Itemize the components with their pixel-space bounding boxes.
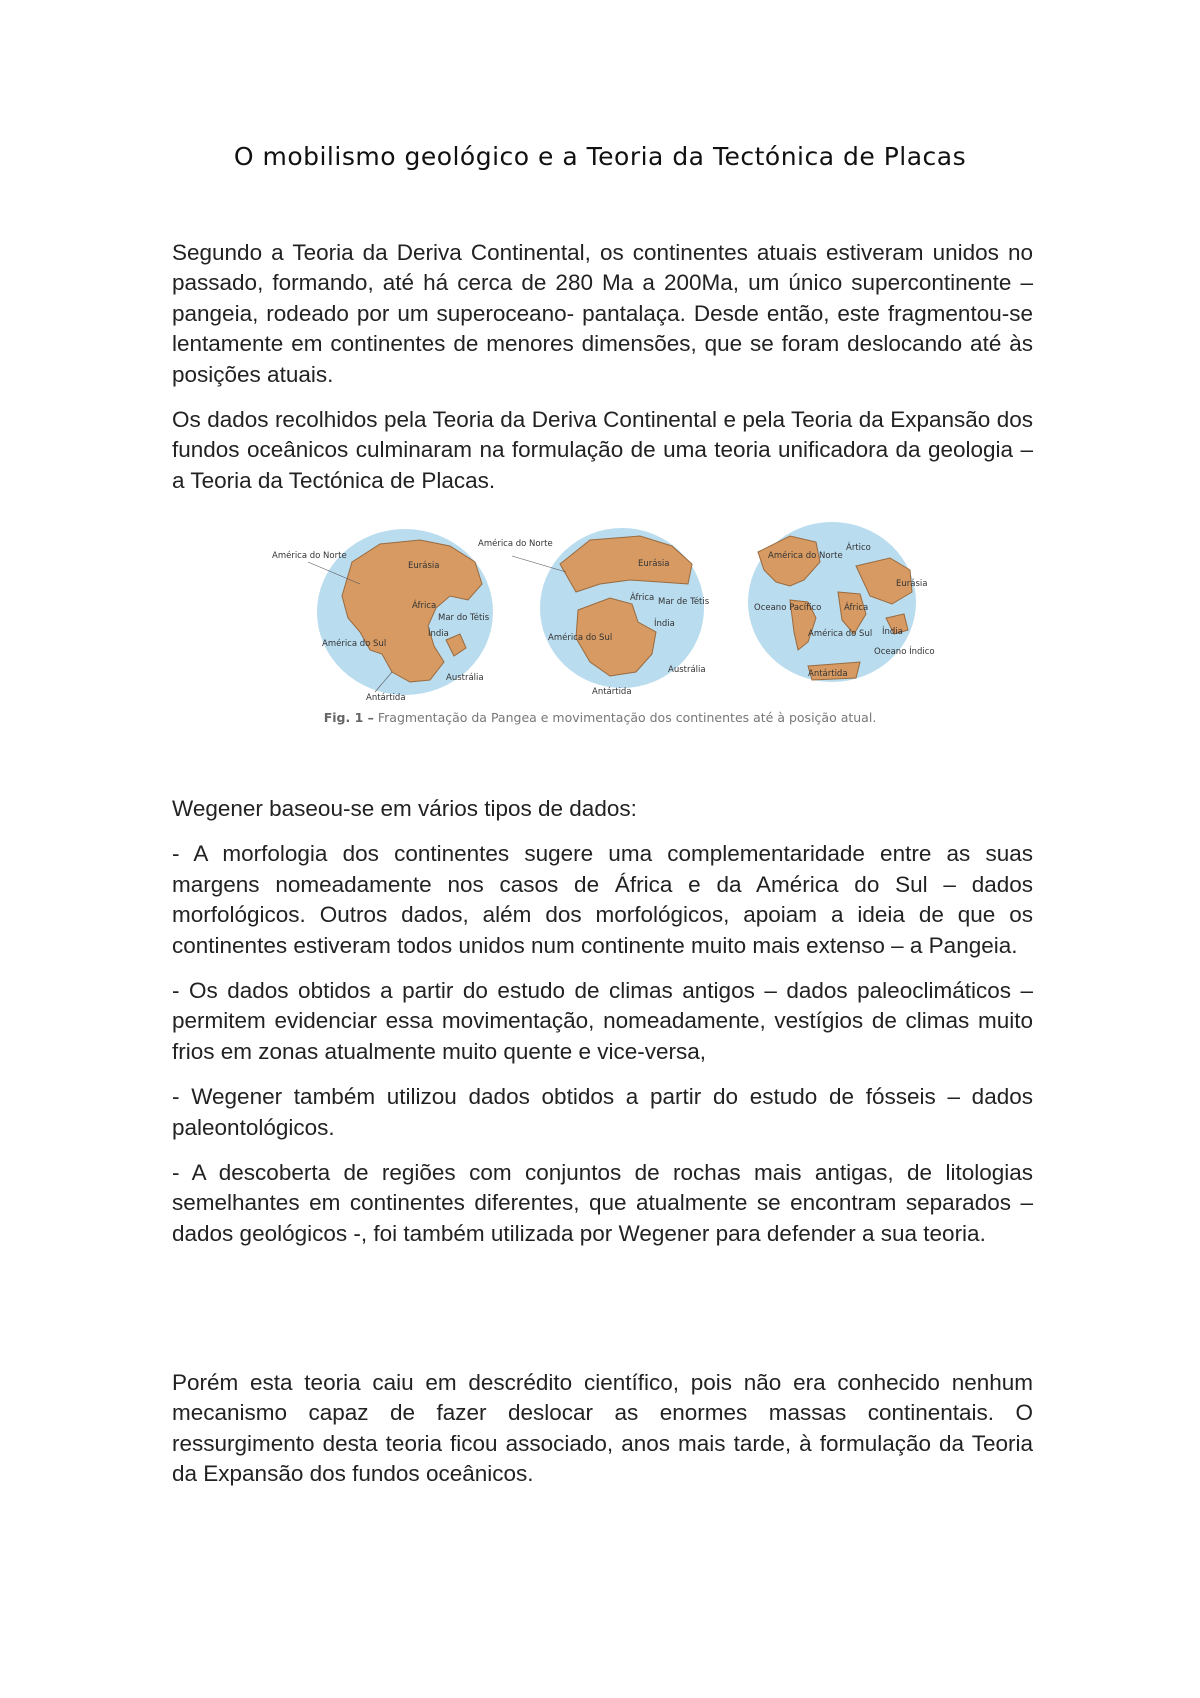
- evidence-section: [172, 794, 1033, 1264]
- globe-1-label-america-norte: América do Norte: [272, 551, 347, 561]
- globe-3-label-oceano-indico: Oceano Índico: [874, 647, 935, 657]
- pangea-globes-illustration: [260, 522, 940, 707]
- globe-3-label-america-sul: América do Sul: [808, 629, 873, 639]
- globe-1-label-mar-tetis: Mar do Tétis: [438, 613, 490, 623]
- globe-present-day: [748, 522, 935, 682]
- globe-2-label-antartida: Antártida: [592, 687, 632, 697]
- figure-caption-text: Fragmentação da Pangea e movimentação dos continentes até à posição atual.: [377, 710, 877, 725]
- evidence-morphological: - A morfologia dos continentes sugere uma complementaridade entre as suas margens nomeadamente nos casos de África e da América do Sul – dados morfológicos. Outros dados, além dos morfológicos, apoiam a ideia de que os continentes estiveram todos unidos num continente muito mais extenso – a Pangeia.: [172, 841, 1033, 958]
- intro-paragraph-2: Os dados recolhidos pela Teoria da Deriva Continental e pela Teoria da Expansão dos fundos oceânicos culminaram na formulação de uma teoria unificadora da geologia – a Teoria da Tectónica de Placas.: [172, 407, 1033, 493]
- conclusion-section: [172, 1368, 1033, 1505]
- conclusion-paragraph: Porém esta teoria caiu em descrédito científico, pois não era conhecido nenhum mecanismo capaz de fazer deslocar as enormes massas continentais. O ressurgimento desta teoria ficou associado, anos mais tarde, à formulação da Teoria da Expansão dos fundos oceânicos.: [172, 1370, 1033, 1487]
- globe-1-label-africa: África: [412, 601, 437, 611]
- globe-2-label-america-norte: América do Norte: [478, 539, 553, 549]
- evidence-geological: - A descoberta de regiões com conjuntos de rochas mais antigas, de litologias semelhantes em continentes diferentes, que atualmente se encontram separados – dados geológicos -, foi também utilizada por Wegener para defender a sua teoria.: [172, 1160, 1033, 1246]
- evidence-paleoclimatic: - Os dados obtidos a partir do estudo de climas antigos – dados paleoclimáticos – permitem evidenciar essa movimentação, nomeadamente, vestígios de climas muito frios em zonas atualmente muito quente e vice-versa,: [172, 978, 1033, 1064]
- globe-1-label-eurasia: Eurásia: [408, 561, 440, 571]
- globe-3-label-america-norte: América do Norte: [768, 551, 843, 561]
- intro-section: [172, 238, 1033, 511]
- figure-caption: [260, 710, 940, 725]
- globe-3-label-antartida: Antártida: [808, 669, 848, 679]
- globe-1-label-antartida: Antártida: [366, 693, 406, 703]
- globe-3-label-eurasia: Eurásia: [896, 579, 928, 589]
- globe-2-label-america-sul: América do Sul: [548, 633, 613, 643]
- evidence-intro: Wegener baseou-se em vários tipos de dados:: [172, 796, 637, 821]
- globe-pangea: [272, 529, 493, 703]
- globe-fragmentation: [478, 528, 710, 697]
- globe-3-label-india: Índia: [882, 627, 903, 637]
- globe-2-label-mar-tetis: Mar de Tétis: [658, 597, 710, 607]
- globe-2-label-australia: Austrália: [668, 665, 706, 675]
- page-title: O mobilismo geológico e a Teoria da Tectónica de Placas: [233, 142, 967, 171]
- globe-2-label-eurasia: Eurásia: [638, 559, 670, 569]
- globe-2-label-india: Índia: [654, 619, 675, 629]
- evidence-paleontological: - Wegener também utilizou dados obtidos a partir do estudo de fósseis – dados paleontológicos.: [172, 1084, 1033, 1140]
- figure-caption-label: Fig. 1 –: [323, 710, 374, 725]
- pangea-figure: [260, 522, 940, 742]
- globe-3-label-oceano-pacifico: Oceano Pacífico: [754, 603, 822, 613]
- globe-1-label-america-sul: América do Sul: [322, 639, 387, 649]
- globe-1-label-india: Índia: [428, 629, 449, 639]
- globe-1-label-australia: Austrália: [446, 673, 484, 683]
- globe-2-label-africa: África: [630, 593, 655, 603]
- globe-3-label-africa: África: [844, 603, 869, 613]
- globe-3-label-artico: Ártico: [846, 543, 871, 553]
- intro-paragraph-1: Segundo a Teoria da Deriva Continental, os continentes atuais estiveram unidos no passado, formando, até há cerca de 280 Ma a 200Ma, um único supercontinente – pangeia, rodeado por um superoceano- pantalaça. Desde então, este fragmentou-se lentamente em continentes de menores dimensões, que se foram deslocando até às posições atuais.: [172, 240, 1033, 387]
